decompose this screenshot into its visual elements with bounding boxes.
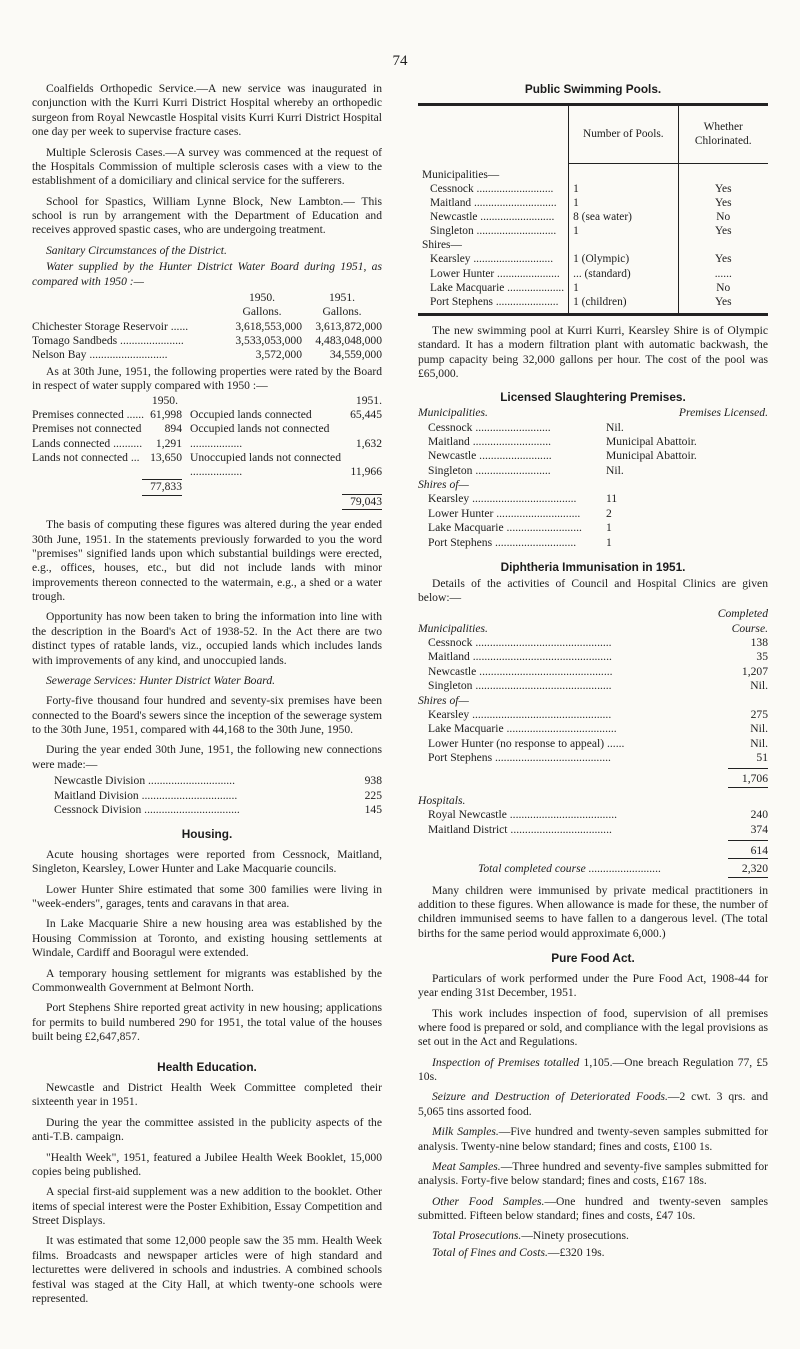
cell: ... (standard) <box>569 267 678 281</box>
water-supply-table <box>32 291 382 363</box>
cell: 1,632 <box>355 436 382 450</box>
row-label: Port Stephens ............................ <box>428 535 577 549</box>
paragraph <box>418 1229 768 1243</box>
row-label: Cessnock Division ................................. <box>54 802 240 816</box>
paragraph: Acute housing shortages were reported from Cessnock, Maitland, Singleton, Kearsley, Lower Hunter and Lake Macquarie councils. <box>32 847 382 876</box>
row-label: Unoccupied lands not connected .................. <box>190 451 341 479</box>
row-label: Cessnock ........................... <box>430 182 554 195</box>
row-label: Total completed course ......................... <box>478 862 662 876</box>
row-label: Singleton ............................ <box>430 225 557 238</box>
paragraph: "Health Week", 1951, featured a Jubilee Health Week Booklet, 15,000 copies being published. <box>32 1150 382 1178</box>
col-head: Premises Licensed. <box>678 406 768 420</box>
cell: 8 (sea water) <box>569 210 678 224</box>
paragraph: Details of the activities of Council and Hospital Clinics are given below:— <box>418 576 768 604</box>
cell: 35 <box>756 650 768 664</box>
cell: 374 <box>750 822 768 836</box>
total: 2,320 <box>741 862 768 876</box>
col-head: Completed <box>717 607 768 621</box>
paragraph-text: —Three hundred and seventy-five samples submitted for analysis. Forty-five below standard; fines and costs, £167 18s. <box>418 1159 768 1188</box>
cell: 1 <box>569 182 678 196</box>
total: 79,043 <box>350 494 382 508</box>
section-heading: Licensed Slaughtering Premises. <box>500 389 686 404</box>
cell: 1 <box>569 281 678 295</box>
cell: 225 <box>364 788 382 802</box>
cell: 938 <box>364 774 382 788</box>
row-label: Newcastle .............................................. <box>428 664 613 678</box>
col-head: Whether Chlorinated. <box>678 106 768 164</box>
cell: Nil. <box>750 736 768 750</box>
row-label: Nelson Bay ........................... <box>32 348 168 362</box>
paragraph: During the year ended 30th June, 1951, the following new connections were made:— <box>32 743 382 771</box>
paragraph <box>418 1246 768 1260</box>
paragraph-text: —2 cwt. 3 qrs. and 5,065 tins assorted food. <box>418 1090 768 1118</box>
col-head: 1950. <box>151 393 178 407</box>
cell: 34,559,000 <box>329 348 382 362</box>
row-label: Newcastle Division .............................. <box>54 774 235 788</box>
col-head: Course. <box>731 621 768 635</box>
cell: 11,966 <box>350 465 382 479</box>
cell: No <box>678 210 768 224</box>
paragraph: As at 30th June, 1951, the following properties were rated by the Board in respect of water supply compared with 1950 :— <box>32 364 382 393</box>
row-label: Lake Macquarie ...................................... <box>428 722 617 736</box>
cell: 3,613,872,000 <box>315 319 382 333</box>
cell: ...... <box>678 267 768 281</box>
row-label: Occupied lands connected <box>190 407 312 421</box>
paragraph: Many children were immunised by private medical practitioners in addition to these figures. When allowance is made for these, the number of children immunised seems to have fallen to a dangerous level. (The total births for the same period would approximate 6,000.) <box>418 883 768 940</box>
cell: 11 <box>606 492 618 506</box>
subheading: Sanitary Circumstances of the District. <box>46 243 227 257</box>
paragraph-text: —Ninety prosecutions. <box>521 1229 629 1243</box>
paragraph <box>418 1195 768 1224</box>
cell: 1,291 <box>155 436 182 450</box>
cell: 3,618,553,000 <box>235 319 302 333</box>
group-label: Shires of— <box>418 693 469 707</box>
paragraph: School for Spastics, William Lynne Block, New Lambton.— This school is run by arrangement with the Department of Education and receives approved spastic cases, who are undergoing treatment. <box>32 194 382 237</box>
cell: Municipal Abattoir. <box>606 449 697 463</box>
slaughter-table <box>418 406 768 550</box>
section-heading: Public Swimming Pools. <box>524 82 662 96</box>
col-head: 1951. <box>355 393 382 407</box>
paragraph: A special first-aid supplement was a new addition to the booklet. Other items of special interest were the Poster Exhibition, Essay Competition and Street Displays. <box>32 1185 382 1227</box>
cell: 1 (Olympic) <box>569 252 678 266</box>
row-label: Premises not connected <box>32 422 142 436</box>
row-label: Shires— <box>422 239 462 252</box>
cell: 275 <box>750 707 768 721</box>
row-label: Lower Hunter ...................... <box>430 267 560 280</box>
section-heading: Pure Food Act. <box>551 951 635 966</box>
row-label: Royal Newcastle ..................................... <box>428 808 618 822</box>
paragraph: In Lake Macquarie Shire a new housing area was established by the Housing Commission at Toronto, and existing housing settlements at Windale, Cardiff and Booragul were extended. <box>32 917 382 960</box>
row-label: Lake Macquarie .................... <box>430 281 565 294</box>
paragraph-text: —Five hundred and twenty-seven samples submitted for analysis. Twenty-nine below standard; fines and costs, £100 1s. <box>418 1125 768 1153</box>
run-in-heading: Total Prosecutions. <box>432 1229 522 1243</box>
cell: Yes <box>678 295 768 313</box>
paragraph: Multiple Sclerosis Cases.—A survey was commenced at the request of the Hospitals Commission of multiple sclerosis cases with a view to the establishment of a domiciliary and clinical service for the sufferers. <box>32 145 382 188</box>
section-heading: Health Education. <box>157 1060 257 1075</box>
paragraph: During the year the committee assisted in the publicity aspects of the anti-T.B. campaign. <box>32 1115 382 1144</box>
run-in-heading: Total of Fines and Costs. <box>432 1245 548 1259</box>
cell: Nil. <box>606 463 624 477</box>
col-head: Number of Pools. <box>569 106 678 164</box>
row-label: Municipalities— <box>422 168 500 181</box>
cell: 1 <box>569 196 678 210</box>
group-label: Shires of— <box>418 478 469 492</box>
row-label: Cessnock .......................... <box>428 420 551 434</box>
row-label: Lower Hunter ............................. <box>428 506 581 520</box>
col-head: Municipalities. <box>418 406 488 420</box>
paragraph <box>418 1056 768 1085</box>
col-head: 1950. <box>248 290 276 304</box>
subtotal: 614 <box>750 843 768 857</box>
cell: 1 <box>606 535 612 549</box>
row-label: Maitland ................................................ <box>428 650 612 664</box>
row-label: Maitland ........................... <box>428 434 552 448</box>
cell: 65,445 <box>350 407 382 421</box>
paragraph: The new swimming pool at Kurri Kurri, Kearsley Shire is of Olympic standard. It has a modern filtration plant with automatic backwash, the pump capacity being 32,000 gallons per hour. The cost of the pool was £65,000. <box>418 324 768 381</box>
row-label: Lands not connected ... <box>32 451 140 464</box>
left-column <box>32 82 382 1312</box>
cell: 1,207 <box>741 664 768 678</box>
paragraph: Newcastle and District Health Week Committee completed their sixteenth year in 1951. <box>32 1081 382 1109</box>
page-number: 74 <box>392 53 408 69</box>
paragraph: Port Stephens Shire reported great activity in new housing; applications for permits to build numbered 290 for 1951, the total value of the houses built being £2,647,857. <box>32 1001 382 1043</box>
paragraph-text: 1,105.—One breach Regulation 77, £5 10s. <box>418 1055 768 1084</box>
paragraph: Lower Hunter Shire estimated that some 300 families were living in "week-enders", garages, tents and caravans in that area. <box>32 882 382 910</box>
cell: 1 <box>569 224 678 238</box>
cell: 145 <box>364 802 382 816</box>
row-label: Newcastle .......................... <box>430 211 555 224</box>
cell: 2 <box>606 506 612 520</box>
cell: Yes <box>678 196 768 210</box>
subheading: Sewerage Services: Hunter District Water Board. <box>46 673 276 687</box>
paragraph: Coalfields Orthopedic Service.—A new service was inaugurated in conjunction with the Kurri Kurri District Hospital whereby an orthopedic surgeon from Royal Newcastle Hospital visits Kurri Kurri District Hospital one day per week to supervise fracture cases. <box>32 82 382 139</box>
col-unit: Gallons. <box>242 305 282 319</box>
col-head: 1951. <box>328 290 356 304</box>
cell: Yes <box>678 252 768 266</box>
total: 77,833 <box>150 480 182 494</box>
row-label: Occupied lands not connected .................. <box>190 422 330 450</box>
group-label: Hospitals. <box>418 793 466 807</box>
paragraph: Particulars of work performed under the Pure Food Act, 1908-44 for year ending 31st December, 1951. <box>418 971 768 1000</box>
cell: 1 (children) <box>569 295 678 313</box>
cell: 51 <box>756 751 768 765</box>
row-label: Cessnock ............................................... <box>428 636 612 650</box>
diphtheria-table <box>418 607 768 877</box>
paragraph: Opportunity has now been taken to bring the information into line with the description in the Board's Act of 1938-52. In the Act there are two distinct types of ratable lands, viz., occupied lands which includes lands with improvements of any kind, and unoccupied lands. <box>32 610 382 667</box>
paragraph: Water supplied by the Hunter District Water Board during 1951, as compared with 1950 :— <box>32 260 382 288</box>
cell: 1 <box>606 521 612 535</box>
connections-list <box>32 774 382 817</box>
cell: 138 <box>750 636 768 650</box>
section-heading: Housing. <box>181 827 233 842</box>
row-label: Kearsley ............................ <box>430 253 554 266</box>
row-label: Maitland District ................................... <box>428 822 612 836</box>
cell: 61,998 <box>150 407 182 421</box>
pools-table <box>418 103 768 316</box>
col-unit: Gallons. <box>322 305 362 319</box>
row-label: Lower Hunter (no response to appeal) ...... <box>428 736 625 750</box>
right-column <box>418 82 768 1266</box>
cell: Yes <box>678 224 768 238</box>
run-in-heading: Seizure and Destruction of Deteriorated Foods. <box>432 1090 668 1104</box>
cell: Yes <box>678 182 768 196</box>
run-in-heading: Inspection of Premises totalled <box>432 1055 580 1069</box>
col-head: Municipalities. <box>418 621 488 635</box>
paragraph <box>418 1090 768 1119</box>
row-label: Newcastle ......................... <box>428 449 552 463</box>
paragraph: It was estimated that some 12,000 people saw the 35 mm. Health Week films. Broadcasts and newspaper articles were of high standard and lecturettes were delivered in schools and industries. A combined schools festival was staged at the City Hall, at which twenty-one schools were represented. <box>32 1234 382 1305</box>
cell: 240 <box>750 808 768 822</box>
row-label: Lands connected .......... <box>32 436 143 450</box>
paragraph: The basis of computing these figures was altered during the year ended 30th June, 1951. In the statements previously forwarded to you the word "premises" signified lands upon which substantial buildings were erected, e.g., offices, houses, etc., but did not include lands with minor improvements thereon connected to the watermain, e.g., a shed or a water trough. <box>32 518 382 603</box>
row-label: Chichester Storage Reservoir ...... <box>32 319 189 333</box>
cell: No <box>678 281 768 295</box>
row-label: Maitland ............................. <box>430 196 557 209</box>
paragraph-text: —£320 19s. <box>547 1245 605 1259</box>
cell: Nil. <box>750 679 768 693</box>
cell: 894 <box>164 422 182 436</box>
row-label: Port Stephens ...................... <box>430 295 559 308</box>
cell: 13,650 <box>150 451 182 464</box>
row-label: Port Stephens ........................................ <box>428 751 611 765</box>
cell: Municipal Abattoir. <box>606 434 697 448</box>
cell: Nil. <box>750 722 768 736</box>
cell: 3,572,000 <box>255 348 302 362</box>
paragraph <box>418 1160 768 1189</box>
row-label: Tomago Sandbeds ...................... <box>32 334 184 347</box>
paragraph: A temporary housing settlement for migrants was established by the Commonwealth Government at Belmont North. <box>32 966 382 994</box>
row-label: Maitland Division ................................. <box>54 788 238 802</box>
rated-properties-table <box>32 394 382 511</box>
paragraph: Forty-five thousand four hundred and seventy-six premises have been connected to the Board's sewers since the inception of the sewerage system to the 30th June, 1951, compared with 44,168 to the 30th June, 1950. <box>32 694 382 736</box>
cell: 4,483,048,000 <box>315 334 382 347</box>
paragraph: This work includes inspection of food, supervision of all premises where food is prepared or sold, and compliance with the legal provisions as set out in the Act and Regulations. <box>418 1006 768 1049</box>
row-label: Premises connected ...... <box>32 407 145 421</box>
subtotal: 1,706 <box>741 772 768 786</box>
run-in-heading: Milk Samples. <box>432 1125 499 1139</box>
cell: 3,533,053,000 <box>235 334 302 347</box>
row-label: Singleton ............................................... <box>428 679 612 693</box>
cell: Nil. <box>606 420 624 434</box>
paragraph-text: —One hundred and twenty-seven samples submitted. Fifteen below standard; fines and costs, £47 10s. <box>418 1194 768 1223</box>
row-label: Kearsley .................................... <box>428 492 577 506</box>
row-label: Kearsley ................................................ <box>428 707 612 721</box>
paragraph <box>418 1125 768 1154</box>
run-in-heading: Meat Samples. <box>432 1159 501 1173</box>
run-in-heading: Other Food Samples. <box>432 1194 545 1208</box>
section-heading: Diphtheria Immunisation in 1951. <box>500 559 686 574</box>
row-label: Singleton .......................... <box>428 463 551 477</box>
row-label: Lake Macquarie .......................... <box>428 521 582 535</box>
